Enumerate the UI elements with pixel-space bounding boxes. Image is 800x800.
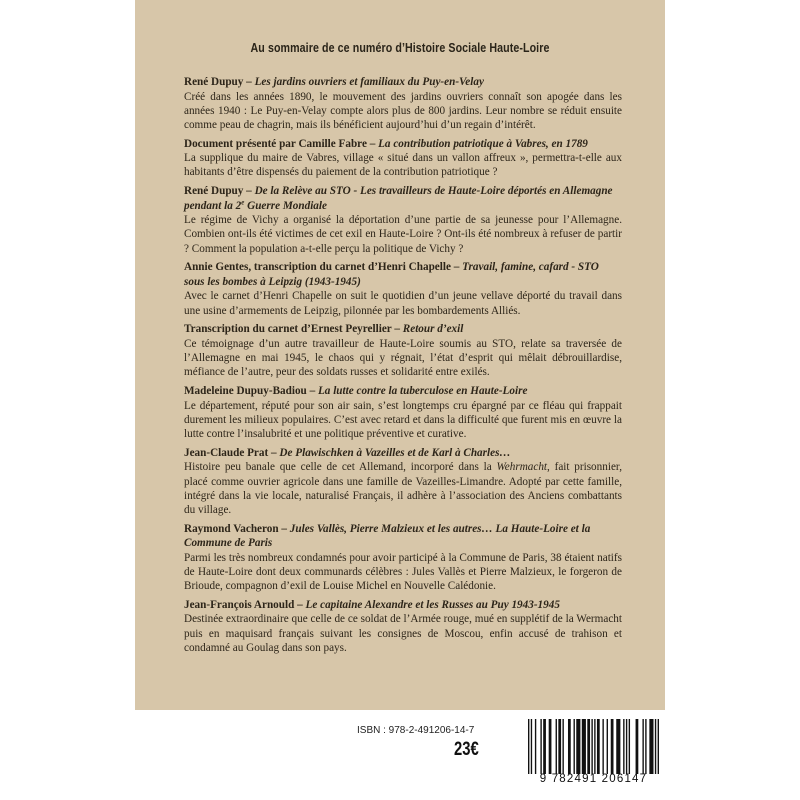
isbn-text: ISBN : 978-2-491206-14-7 xyxy=(357,725,475,736)
article-separator: – xyxy=(294,598,306,611)
barcode-bar xyxy=(568,719,571,774)
article-separator: – xyxy=(243,185,255,198)
article-author: Jean-Claude Prat xyxy=(184,446,269,459)
article-summary: Le département, réputé pour son air sain, s’est longtemps cru épargné par ce fléau qui frappait durement les milieux populaires. C’est avec retard et dans la difficulté que furent mis en œuvre la lutte contre l’insalubrité et une politique préventive et curative. xyxy=(184,399,622,441)
barcode-bar xyxy=(556,719,557,774)
barcode-bar xyxy=(543,719,546,774)
article-author: Madeleine Dupuy-Badiou xyxy=(184,385,307,398)
article-title: La contribution patriotique à Vabres, en 1789 xyxy=(378,137,588,150)
article-7 xyxy=(184,446,622,517)
article-summary: La supplique du maire de Vabres, village « situé dans un vallon affreux », permettra-t-elle aux habitants d’être dispensés du paiement de la contribution patriotique ? xyxy=(184,152,622,179)
summary-text: Histoire peu banale que celle de cet Allemand, incorporé dans la xyxy=(184,461,497,474)
cover-title: Au sommaire de ce numéro d’Histoire Sociale Haute-Loire xyxy=(250,40,550,55)
barcode-bar xyxy=(607,719,608,774)
article-summary: Créé dans les années 1890, le mouvement des jardins ouvriers connaît son apogée dans les années 1940 : Le Puy-en-Velay compte alors plus de 800 jardins. Leur nombre se réduit ensuite comme peau de chagrin, mais ils bénéficient aujourd’hui d’un regain d’intérêt. xyxy=(184,90,622,131)
article-title-text: De la Relève au STO - Les travailleurs de Haute-Loire déportés en Allemagne pendant la 2 xyxy=(184,185,613,212)
barcode-bar xyxy=(658,719,659,774)
barcode-bar xyxy=(582,719,586,774)
barcode-bar xyxy=(645,719,646,774)
barcode-bar xyxy=(540,719,541,774)
article-1 xyxy=(184,75,622,132)
barcode-bar xyxy=(626,719,627,774)
barcode-bar xyxy=(602,719,603,774)
article-heading xyxy=(184,598,622,613)
barcode-bar xyxy=(616,719,620,774)
barcode-digits: 9 782491 206147 xyxy=(539,773,648,785)
barcode-bar xyxy=(623,719,624,774)
article-separator: – xyxy=(243,76,255,88)
article-title: Travail, famine, cafard - STO sous les bombes à Leipzig (1943-1945) xyxy=(184,261,599,288)
article-title: Jules Vallès, Pierre Malzieux et les autres… La Haute-Loire et la Commune de Paris xyxy=(184,522,591,550)
article-4 xyxy=(184,260,622,317)
barcode-bar xyxy=(591,719,592,774)
article-5 xyxy=(184,322,622,379)
article-heading xyxy=(184,384,622,399)
barcode-bar xyxy=(655,719,656,774)
article-summary: Avec le carnet d’Henri Chapelle on suit le quotidien d’un jeune vellave déporté du travail dans une usine d’armements de Leipzig, pilonnée par les bombardements Alliés. xyxy=(184,290,622,317)
barcode-bar xyxy=(528,719,529,774)
back-cover xyxy=(135,0,665,710)
barcode-bar xyxy=(594,719,595,774)
article-separator: – xyxy=(450,261,463,274)
barcode-bar xyxy=(558,719,561,774)
article-separator: – xyxy=(306,385,318,398)
article-heading xyxy=(184,322,622,337)
barcode-bar xyxy=(531,719,532,774)
article-heading xyxy=(184,522,622,551)
barcode-bar xyxy=(562,719,563,774)
article-separator: – xyxy=(278,522,290,535)
barcode-bar xyxy=(642,719,643,774)
price-label: 23€ xyxy=(454,739,479,760)
article-heading xyxy=(184,137,622,152)
article-title: La lutte contre la tuberculose en Haute-Loire xyxy=(317,385,528,398)
article-title: Les jardins ouvriers et familiaux du Puy-en-Velay xyxy=(254,76,484,88)
barcode-bar xyxy=(636,719,639,774)
table-of-contents xyxy=(184,75,622,660)
article-author: Raymond Vacheron xyxy=(184,522,279,535)
barcode-bar xyxy=(597,719,600,774)
article-title: De Plawischken à Vazeilles et de Karl à Charles… xyxy=(279,446,511,459)
barcode-bar xyxy=(576,719,580,774)
article-author: René Dupuy xyxy=(184,185,244,198)
barcode-bar xyxy=(549,719,552,774)
article-summary: Parmi les très nombreux condamnés pour avoir participé à la Commune de Paris, 38 étaient natifs de Haute-Loire dont deux communards célèbres : Jules Vallès et Pierre Malzieux, le forgeron de Brioude, compagnon d’exil de Louise Michel en Nouvelle Calédonie. xyxy=(184,551,622,593)
article-separator: – xyxy=(268,446,280,459)
article-summary: Le régime de Vichy a organisé la déportation d’une partie de sa jeunesse pour l’Allemagne. Combien ont-ils été victimes de cet exil en Haute-Loire ? Ont-ils été nombreux à refuser de partir ? Comment la population a-t-elle perçu la politique de Vichy ? xyxy=(184,214,622,255)
article-author: René Dupuy xyxy=(184,76,244,88)
article-6 xyxy=(184,384,622,441)
article-author: Jean-François Arnould xyxy=(184,598,295,611)
article-summary: Ce témoignage d’un autre travailleur de Haute-Loire soumis au STO, relate sa traversée de l’Allemagne en mai 1945, le chaos qui y régnait, l’état d’esprit qui mêlait débrouillardise, méfiance de l’autre, peur des soldats russes et solidarité entre exilés. xyxy=(184,337,622,379)
article-2 xyxy=(184,137,622,180)
article-summary xyxy=(184,460,622,517)
summary-text-end: , fait prisonnier, placé comme ouvrier agricole dans une famille de Vazeilles-Limandre. Adopté par cette famille, intégré dans la vie locale, naturalisé Français, il adhère à l’association des Anciens combattants du village. xyxy=(184,461,622,516)
barcode xyxy=(523,716,664,789)
barcode-bar xyxy=(574,719,575,774)
barcode-bar xyxy=(587,719,590,774)
article-title-end: Guerre Mondiale xyxy=(244,199,327,212)
article-author: Transcription du carnet d’Ernest Peyrellier xyxy=(184,323,392,336)
article-author: Document présenté par Camille Fabre xyxy=(184,137,367,150)
article-summary: Destinée extraordinaire que celle de ce soldat de l’Armée rouge, mué en supplétif de la Wermacht puis en maquisard français suivant les consignes de Moscou, enfin accusé de trahison et condamné au Goulag dans son pays. xyxy=(184,613,622,654)
article-separator: – xyxy=(366,137,379,150)
article-title-superscript: e xyxy=(241,197,245,206)
barcode-bar xyxy=(611,719,614,774)
article-8 xyxy=(184,522,622,594)
article-author: Annie Gentes, transcription du carnet d’Henri Chapelle xyxy=(184,261,451,274)
barcode-bar xyxy=(535,719,536,774)
barcode-bar xyxy=(649,719,653,774)
article-separator: – xyxy=(391,323,403,336)
barcode-bar xyxy=(629,719,630,774)
article-heading xyxy=(184,75,622,90)
article-heading xyxy=(184,446,622,461)
article-9 xyxy=(184,598,622,655)
article-heading xyxy=(184,184,622,213)
barcode-bars xyxy=(528,719,659,774)
article-title: Le capitaine Alexandre et les Russes au Puy 1943-1945 xyxy=(305,598,560,611)
article-heading xyxy=(184,260,622,289)
article-3 xyxy=(184,184,622,256)
article-title: Retour d’exil xyxy=(402,323,464,336)
summary-italic: Wehrmacht xyxy=(496,461,548,474)
